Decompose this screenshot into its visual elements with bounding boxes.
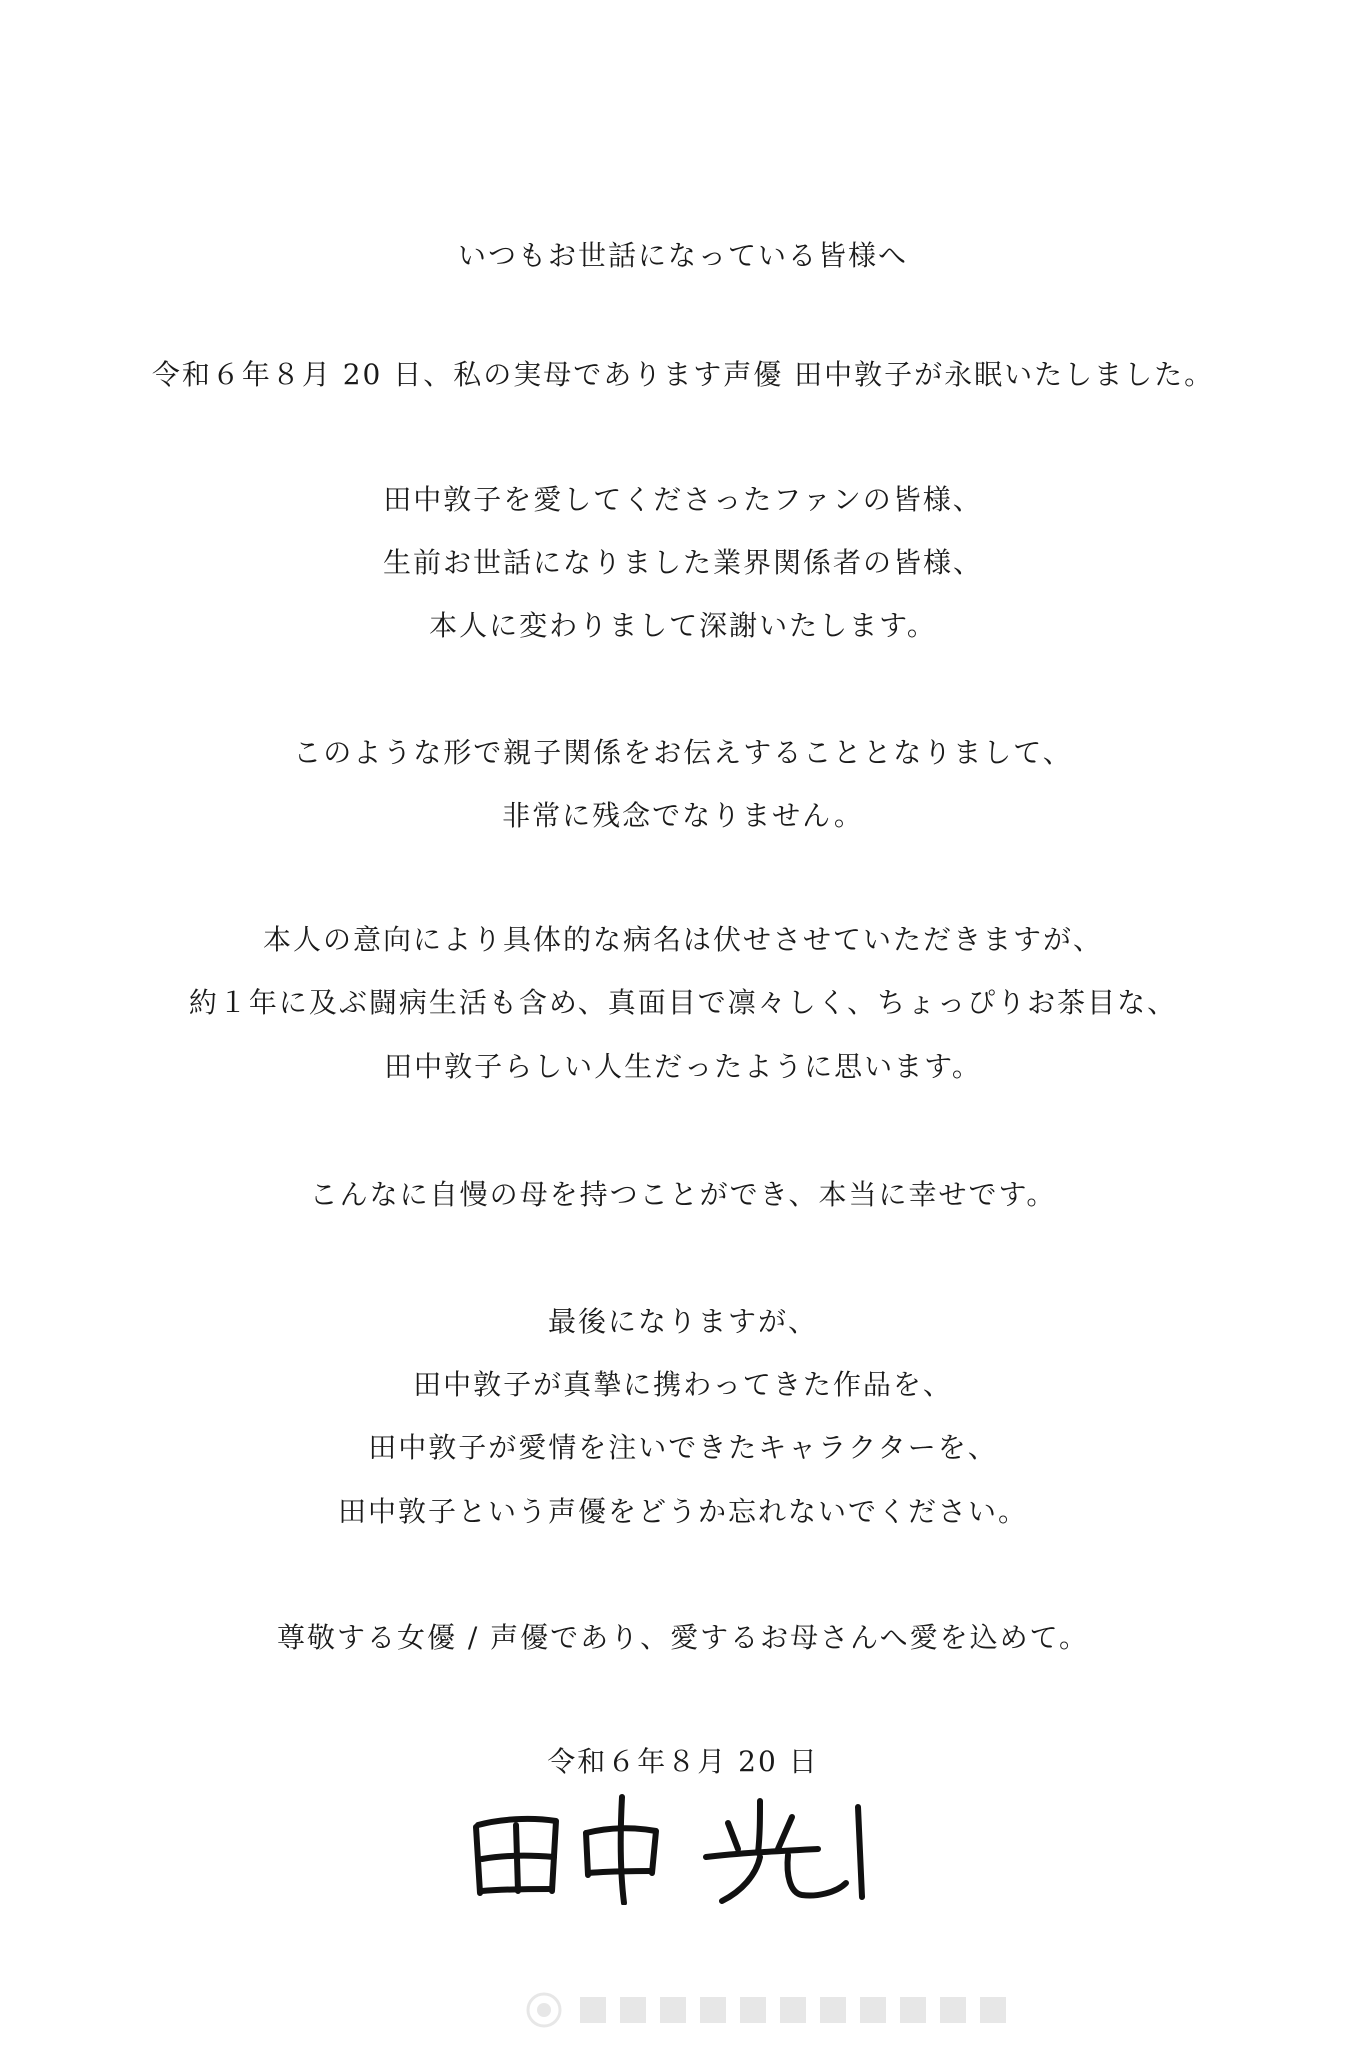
announcement-paragraph: 令和６年８月 20 日、私の実母であります声優 田中敦子が永眠いたしました。 [151, 358, 1215, 391]
closing-line-4: 田中敦子という声優をどうか忘れないでください。 [337, 1495, 1028, 1528]
watermark [520, 1985, 1040, 2035]
illness-line-2: 約１年に及ぶ闘病生活も含め、真面目で凛々しく、ちょっぴりお茶目な、 [188, 986, 1178, 1019]
illness-line-1: 本人の意向により具体的な病名は伏せさせていただきますが、 [262, 923, 1103, 956]
dedication-paragraph: 尊敬する女優 / 声優であり、愛するお母さんへ愛を込めて。 [276, 1621, 1090, 1654]
thanks-line-3: 本人に変わりまして深謝いたします。 [429, 609, 937, 642]
handwritten-signature [460, 1775, 900, 1905]
relationship-line-2: 非常に残念でなりません。 [502, 799, 864, 832]
illness-line-3: 田中敦子らしい人生だったように思います。 [384, 1050, 982, 1083]
salutation: いつもお世話になっている皆様へ [457, 239, 908, 272]
thanks-line-2: 生前お世話になりました業界関係者の皆様、 [382, 546, 983, 579]
letter-date: 令和６年８月 20 日 [547, 1745, 819, 1778]
closing-line-2: 田中敦子が真摯に携わってきた作品を、 [413, 1368, 953, 1401]
pride-paragraph: こんなに自慢の母を持つことができ、本当に幸せです。 [309, 1178, 1057, 1211]
closing-line-3: 田中敦子が愛情を注いできたキャラクターを、 [368, 1431, 998, 1464]
thanks-line-1: 田中敦子を愛してくださったファンの皆様、 [383, 483, 983, 516]
closing-line-1: 最後になりますが、 [547, 1305, 818, 1338]
relationship-line-1: このような形で親子関係をお伝えすることとなりまして、 [293, 736, 1073, 769]
